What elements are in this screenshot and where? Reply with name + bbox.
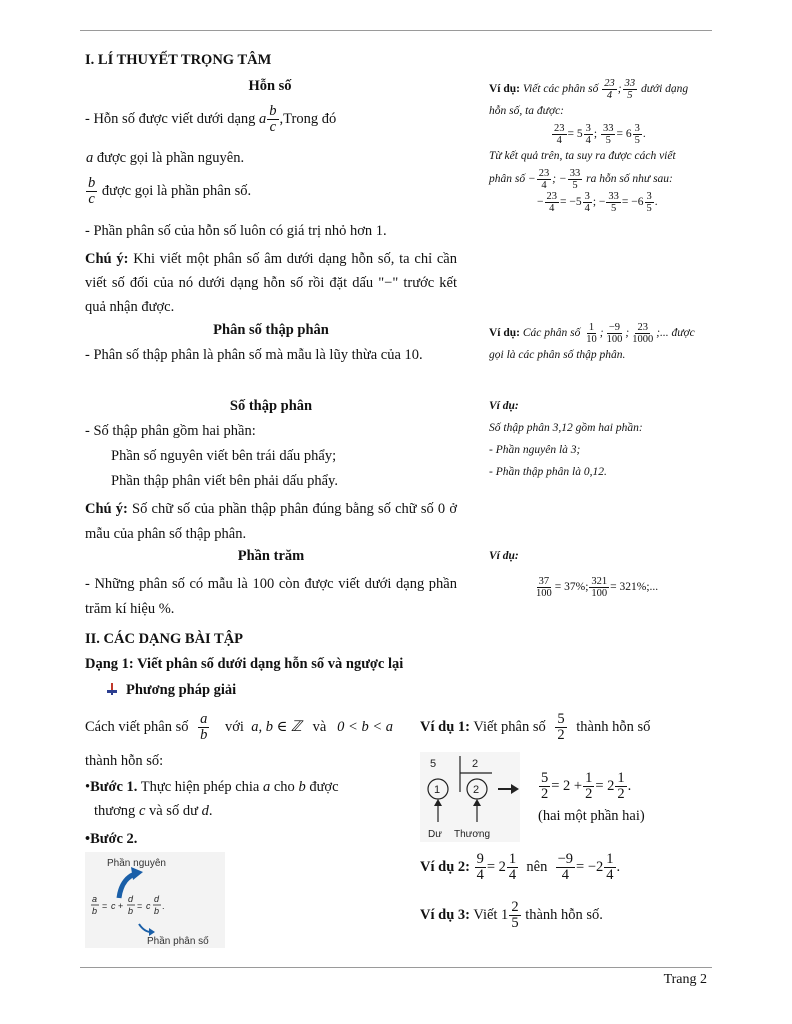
mixed-fraction: $\frac{b}{c}$ xyxy=(269,103,277,136)
svg-text:a: a xyxy=(92,894,98,904)
pin-icon xyxy=(106,683,118,695)
step-2-diagram xyxy=(85,852,225,948)
svg-text:c: c xyxy=(146,901,151,911)
svg-text:=: = xyxy=(102,901,108,911)
percent-heading: Phần trăm xyxy=(237,548,305,564)
vd1-equation: $\frac{5}{2}$ = 2 + $\frac{1}{2}$ = 2 $\frac{1}{2}$ . xyxy=(541,770,632,803)
vd1-line: Ví dụ 1: Viết phân số $\frac{5}{2}$ thành hỗn số xyxy=(420,711,651,744)
mixed-note: Chú ý: Khi viết một phân số âm dưới dạng hỗn số, ta chỉ cần viết số đối của nó dưới dạng hỗn số rồi đặt dấu "−" trước kết quả nhận được. xyxy=(85,251,457,315)
decimal-line-3: Phần thập phân viết bên phải dấu phẩy. xyxy=(111,473,338,489)
example-percent: Ví dụ: $\frac{37}{100}$ = 37%; $\frac{321}{100}$ = 321%;... xyxy=(489,550,659,599)
vd2-line: Ví dụ 2: $\frac{9}{4}$ = 2 $\frac{1}{4}$ nên $\frac{-9}{4}$ = −2 $\frac{1}{4}$ . xyxy=(420,851,621,884)
page-number: Trang 2 xyxy=(663,972,707,987)
mixed-line-3: $\frac{b}{c}$ được gọi là phần phân số. xyxy=(88,175,252,208)
svg-text:b: b xyxy=(154,906,160,916)
percent-line: - Những phân số có mẫu là 100 còn được viết dưới dạng phần trăm kí hiệu %. xyxy=(85,576,457,617)
svg-text:+: + xyxy=(118,901,124,911)
svg-text:1: 1 xyxy=(434,784,441,796)
svg-text:d: d xyxy=(128,894,134,904)
svg-text:d: d xyxy=(154,894,160,904)
long-division-diagram xyxy=(420,752,520,842)
bottom-rule xyxy=(80,967,712,968)
svg-text:.: . xyxy=(162,901,165,911)
decimal-note: Chú ý: Số chữ số của phần thập phân đúng bằng số chữ số 0 ở mẫu của phân số thập phân. xyxy=(85,501,457,542)
mixed-line-2: a được gọi là phần nguyên. xyxy=(86,150,245,166)
diagram-bottom-label: Phần phân số xyxy=(147,936,209,947)
example-mixed: Ví dụ: Viết các phân số $\frac{23}{4}$ ; $\frac{33}{5}$ dưới dạng hỗn số, ta được: $\frac{23}{4}$ = 5 $\frac{3}{4}$ ; $\frac{33}{5}$ = 6 $\frac{3}{5}$ . Từ kết quả trên, ta suy ra được cách viết phân số − $\frac{23}{4}$ ; − $\frac{33}{5}$ ra hỗn số như sau: − $\frac{23}{4}$ = −5 $\frac{3}{4}$ ; − $\frac{33}{5}$ = −6 $\frac{3}{5}$ . xyxy=(489,78,689,214)
method-heading: Phương pháp giải xyxy=(106,682,236,699)
svg-text:Dư: Dư xyxy=(428,829,442,840)
step-1: •Bước 1. Thực hiện phép chia a cho b được xyxy=(85,779,339,795)
step-1-cont: thương c và số dư d. xyxy=(94,803,213,819)
example-decimal: Ví dụ: Số thập phân 3,12 gồm hai phần: - Phần nguyên là 3; - Phần thập phân là 0,12. xyxy=(489,400,643,478)
example-decimal-fraction: Ví dụ: Các phân số $\frac{1}{10}$ ; $\frac{-9}{100}$ ; $\frac{23}{1000}$ ;... được gọi là các phân số thập phân. xyxy=(489,322,695,362)
decimal-line-2: Phần số nguyên viết bên trái dấu phẩy; xyxy=(111,448,337,464)
vd3-line: Ví dụ 3: Viết 1 $\frac{2}{5}$ thành hỗn số. xyxy=(420,899,603,932)
decimal-line-1: - Số thập phân gồm hai phần: xyxy=(85,423,256,439)
method-line-2: thành hỗn số: xyxy=(85,753,164,769)
svg-text:2: 2 xyxy=(472,758,479,770)
step-2: •Bước 2. xyxy=(85,831,138,847)
section-2-title: II. CÁC DẠNG BÀI TẬP xyxy=(85,631,244,647)
mixed-line-4: - Phần phân số của hỗn số luôn có giá trị nhỏ hơn 1. xyxy=(85,223,387,239)
diagram-top-label: Phần nguyên xyxy=(107,858,166,869)
svg-text:5: 5 xyxy=(430,758,437,770)
decfrac-line: - Phân số thập phân là phân số mà mẫu là lũy thừa của 10. xyxy=(85,347,423,363)
vd1-reading: (hai một phần hai) xyxy=(538,808,645,824)
svg-text:b: b xyxy=(92,906,98,916)
svg-text:=: = xyxy=(137,901,143,911)
mixed-heading: Hỗn số xyxy=(248,78,292,94)
top-rule xyxy=(80,30,712,31)
svg-text:Thương: Thương xyxy=(454,829,491,840)
decimal-heading: Số thập phân xyxy=(229,398,313,414)
svg-text:c: c xyxy=(111,901,116,911)
svg-text:2: 2 xyxy=(473,784,480,796)
method-line-1: Cách viết phân số $\frac{a}{b}$ với a, b ∈ ℤ và 0 < b < a xyxy=(85,711,393,744)
mixed-line-1: - Hỗn số được viết dưới dạng a $\frac{b}{c}$ ,Trong đó xyxy=(85,103,337,136)
arrow-right-icon xyxy=(511,784,519,794)
section-1-title: I. LÍ THUYẾT TRỌNG TÂM xyxy=(85,52,272,68)
decfrac-heading: Phân số thập phân xyxy=(213,322,329,338)
type-1-heading: Dạng 1: Viết phân số dưới dạng hỗn số và ngược lại xyxy=(85,656,404,672)
svg-text:b: b xyxy=(128,906,134,916)
